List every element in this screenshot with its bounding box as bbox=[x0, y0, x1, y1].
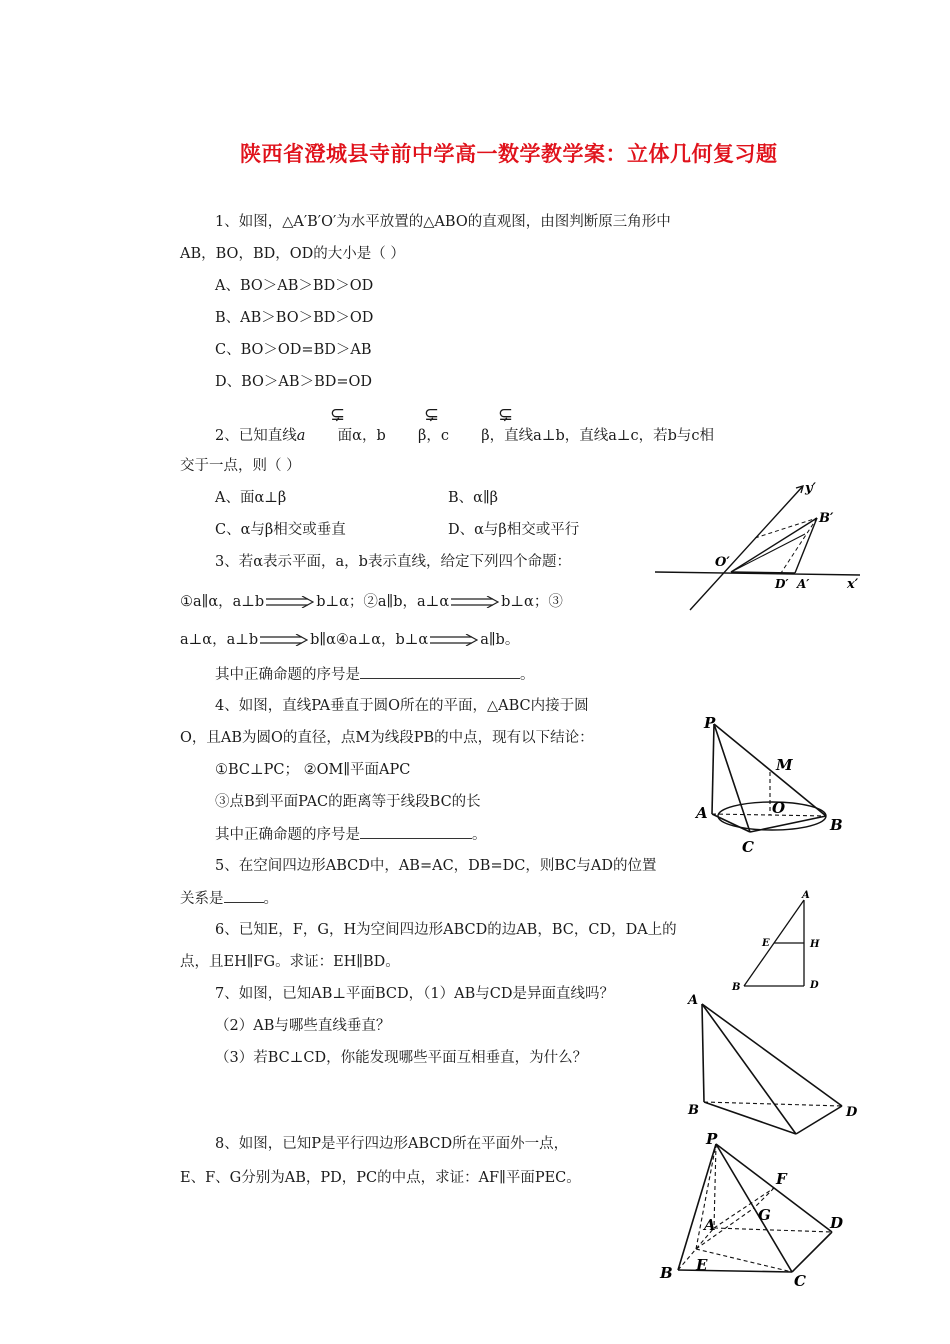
fig4-label: O bbox=[772, 799, 786, 817]
fig8-label: G bbox=[758, 1206, 771, 1224]
q1-line2: AB，BO，BD，OD的大小是（ ） bbox=[180, 246, 405, 262]
q3-p1-a: ①a∥α，a⊥b bbox=[180, 594, 265, 610]
q1-option-b: B、AB＞BO＞BD＞OD bbox=[215, 310, 374, 326]
q4-line4: ③点B到平面PAC的距离等于线段BC的长 bbox=[215, 794, 481, 810]
q3-line1: 3、若α表示平面，a，b表示直线，给定下列四个命题： bbox=[215, 554, 571, 570]
answer-blank[interactable] bbox=[360, 664, 520, 679]
fig7-label: D bbox=[846, 1105, 858, 1120]
q2-line1-f: a⊥c，若b与c相 bbox=[608, 428, 715, 444]
fig8-label: C bbox=[794, 1272, 806, 1290]
q1-line1: 1、如图，△A′B′O′为水平放置的△ABO的直观图，由图判断原三角形中 bbox=[215, 214, 671, 230]
q2-line2: 交于一点，则（ ） bbox=[180, 458, 301, 474]
q3-p2-b: b∥α④a⊥α，b⊥α bbox=[310, 632, 429, 648]
fig6-label: D bbox=[810, 980, 819, 991]
fig8-label: P bbox=[706, 1130, 718, 1148]
subset-symbol-1: ⊊ bbox=[330, 404, 346, 425]
fig1-label: y′ bbox=[805, 481, 816, 496]
figure-q7-tetrahedron bbox=[682, 990, 867, 1144]
fig4-label: P bbox=[704, 714, 716, 732]
q4-line3: ①BC⊥PC； ②OM∥平面APC bbox=[215, 762, 411, 778]
q2-option-c: C、α与β相交或垂直 bbox=[215, 522, 346, 538]
q3-propositions-line2 bbox=[180, 630, 519, 650]
q8-line1: 8、如图，已知P是平行四边形ABCD所在平面外一点， bbox=[215, 1136, 569, 1152]
q5-line2 bbox=[180, 888, 278, 909]
implies-arrow-icon bbox=[260, 634, 308, 646]
q4-line1: 4、如图，直线PA垂直于圆O所在的平面，△ABC内接于圆 bbox=[215, 698, 589, 714]
fig4-label: C bbox=[742, 838, 754, 856]
q3-propositions-line1 bbox=[180, 592, 563, 612]
fig7-label: A bbox=[688, 993, 699, 1008]
answer-blank[interactable] bbox=[224, 888, 264, 903]
fig1-label: B′ bbox=[819, 511, 834, 526]
q2-line1 bbox=[215, 426, 714, 446]
subset-symbol-3: ⊊ bbox=[498, 404, 514, 425]
fig8-label: A bbox=[704, 1216, 716, 1234]
q3-p1-b: b⊥α；②a∥b，a⊥α bbox=[316, 594, 450, 610]
fig6-label: A bbox=[802, 890, 810, 901]
answer-blank[interactable] bbox=[360, 824, 472, 839]
q4-line2: O，且AB为圆O的直径，点M为线段PB的中点，现有以下结论： bbox=[180, 730, 594, 746]
q2-option-a: A、面α⊥β bbox=[215, 490, 287, 506]
figure-q8-pyramid bbox=[658, 1128, 858, 1297]
q1-option-c: C、BO＞OD=BD＞AB bbox=[215, 342, 372, 358]
fig4-label: A bbox=[696, 804, 708, 822]
fig8-label: D bbox=[830, 1214, 844, 1232]
q4-line5 bbox=[215, 824, 487, 845]
q2-line1-a: 2、已知直线 bbox=[215, 428, 297, 444]
implies-arrow-icon bbox=[430, 634, 478, 646]
q5-line1: 5、在空间四边形ABCD中，AB=AC，DB=DC，则BC与AD的位置 bbox=[215, 858, 657, 874]
q1-option-a: A、BO＞AB＞BD＞OD bbox=[215, 278, 374, 294]
fig7-label: B bbox=[688, 1103, 699, 1118]
q6-line1: 6、已知E，F，G，H为空间四边形ABCD的边AB，BC，CD，DA上的 bbox=[215, 922, 677, 938]
fig8-label: B bbox=[660, 1264, 673, 1282]
implies-arrow-icon bbox=[451, 596, 499, 608]
q4-line5-text: 其中正确命题的序号是 bbox=[215, 827, 360, 843]
fig4-label: B bbox=[830, 816, 843, 834]
q2-line1-b: 面α，b bbox=[337, 428, 386, 444]
fig1-label: D′ bbox=[775, 577, 789, 591]
q8-line2: E、F、G分别为AB，PD，PC的中点，求证：AF∥平面PEC。 bbox=[180, 1170, 581, 1186]
q3-line4-text: 其中正确命题的序号是 bbox=[215, 667, 360, 683]
q7-line1: 7、如图，已知AB⊥平面BCD，（1）AB与CD是异面直线吗？ bbox=[215, 986, 614, 1002]
q2-line1-c: β，c bbox=[418, 428, 450, 444]
q3-p2-a: a⊥α，a⊥b bbox=[180, 632, 259, 648]
implies-arrow-icon bbox=[266, 596, 314, 608]
figure-q1-oblique-projection bbox=[655, 478, 865, 622]
fig8-label: F bbox=[776, 1170, 787, 1188]
fig1-label: x′ bbox=[847, 577, 859, 592]
q7-line2: （2）AB与哪些直线垂直？ bbox=[215, 1018, 391, 1034]
figure-q4-cone bbox=[690, 712, 850, 866]
q2-var-a: a bbox=[296, 428, 306, 444]
page-title: 陕西省澄城县寺前中学高一数学教学案：立体几何复习题 bbox=[240, 142, 778, 166]
fig1-label: O′ bbox=[715, 555, 730, 570]
q1-option-d: D、BO＞AB＞BD=OD bbox=[215, 374, 373, 390]
q2-line1-d: β，直线 bbox=[481, 428, 534, 444]
fig6-label: B bbox=[732, 982, 741, 993]
q3-line4: 其中正确命题的序号是 。 bbox=[215, 664, 535, 685]
q7-line3: （3）若BC⊥CD，你能发现哪些平面互相垂直，为什么？ bbox=[215, 1050, 588, 1066]
fig1-label: A′ bbox=[797, 577, 810, 591]
fig6-label: H bbox=[810, 939, 820, 950]
fig6-label: E bbox=[762, 938, 770, 949]
fig4-label: M bbox=[776, 756, 793, 774]
q2-line1-e: a⊥b，直线 bbox=[533, 428, 609, 444]
q3-p1-c: b⊥α；③ bbox=[501, 594, 563, 610]
q4-line5-end: 。 bbox=[472, 827, 487, 843]
q5-line2-text: 关系是 bbox=[180, 891, 224, 907]
q2-option-b: B、α∥β bbox=[448, 490, 499, 506]
q3-p2-c: a∥b。 bbox=[480, 632, 520, 648]
figure-q6-triangle bbox=[730, 888, 840, 1002]
subset-symbol-2: ⊊ bbox=[424, 404, 440, 425]
fig8-label: E bbox=[696, 1256, 708, 1274]
q6-line2: 点，且EH∥FG。求证：EH∥BD。 bbox=[180, 954, 400, 970]
q5-line2-end: 。 bbox=[263, 891, 278, 907]
q2-option-d: D、α与β相交或平行 bbox=[448, 522, 580, 538]
